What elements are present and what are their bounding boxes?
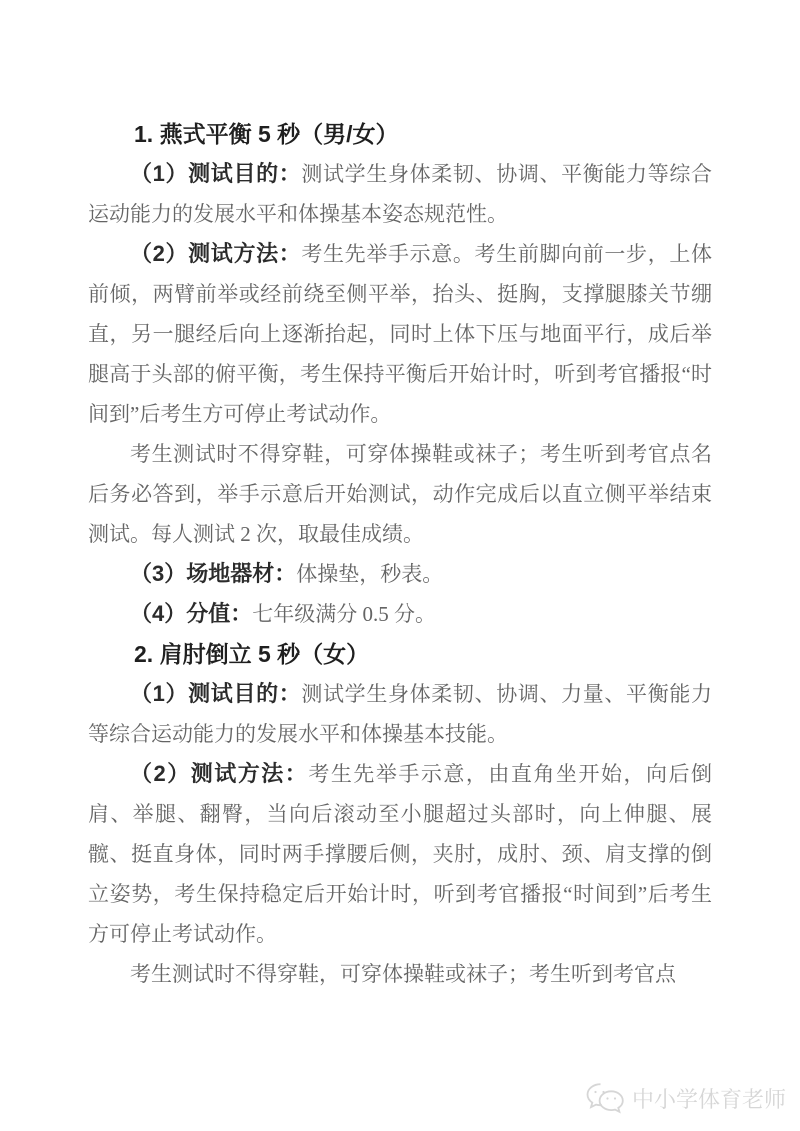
paragraph-text: 七年级满分 0.5 分。 [252, 602, 436, 626]
paragraph-test-method-2 [88, 754, 712, 954]
section-heading-2: 2. 肩肘倒立 5 秒（女） [134, 641, 370, 667]
document-content [88, 114, 712, 994]
paragraph-test-rules-2 [88, 954, 712, 994]
paragraph-text: 考生先举手示意，由直角坐开始，向后倒肩、举腿、翻臀，当向后滚动至小腿超过头部时，向上伸腿、展髋、挺直身体，同时两手撑腰后侧，夹肘，成肘、颈、肩支撑的倒立姿势，考生保持稳定后开始计时，听到考官播报“时间到”后考生方可停止考试动作。 [88, 762, 712, 946]
paragraph-text: 考生测试时不得穿鞋，可穿体操鞋或袜子；考生听到考官点 [130, 962, 676, 986]
paragraph-equipment-1 [88, 554, 712, 594]
paragraph-test-purpose-2 [88, 674, 712, 754]
paragraph-lead: （4）分值： [130, 601, 253, 626]
paragraph-text: 体操垫，秒表。 [296, 562, 444, 586]
watermark [585, 1082, 786, 1114]
watermark-label: 中小学体育老师 [631, 1086, 786, 1112]
paragraph-text: 测试学生身体柔韧、协调、力量、平衡能力等综合运动能力的发展水平和体操基本技能。 [88, 682, 712, 746]
paragraph-test-method-1 [88, 234, 712, 434]
paragraph-lead: （2）测试方法： [130, 761, 309, 786]
wechat-icon [585, 1082, 625, 1114]
paragraph-lead: （2）测试方法： [130, 241, 302, 266]
paragraph-lead: （3）场地器材： [130, 561, 297, 586]
paragraph-test-rules-1 [88, 434, 712, 554]
paragraph-lead: （1）测试目的： [130, 161, 302, 186]
paragraph-lead: （1）测试目的： [130, 681, 302, 706]
paragraph-test-purpose-1 [88, 154, 712, 234]
section-heading-1: 1. 燕式平衡 5 秒（男/女） [134, 121, 399, 147]
paragraph-text: 测试学生身体柔韧、协调、平衡能力等综合运动能力的发展水平和体操基本姿态规范性。 [88, 162, 712, 226]
paragraph-score-1 [88, 594, 712, 634]
paragraph-text: 考生测试时不得穿鞋，可穿体操鞋或袜子；考生听到考官点名后务必答到，举手示意后开始测试，动作完成后以直立侧平举结束测试。每人测试 2 次，取最佳成绩。 [88, 442, 712, 546]
paragraph-text: 考生先举手示意。考生前脚向前一步，上体前倾，两臂前举或经前绕至侧平举，抬头、挺胸，支撑腿膝关节绷直，另一腿经后向上逐渐抬起，同时上体下压与地面平行，成后举腿高于头部的俯平衡，考生保持平衡后开始计时，听到考官播报“时间到”后考生方可停止考试动作。 [88, 242, 712, 426]
